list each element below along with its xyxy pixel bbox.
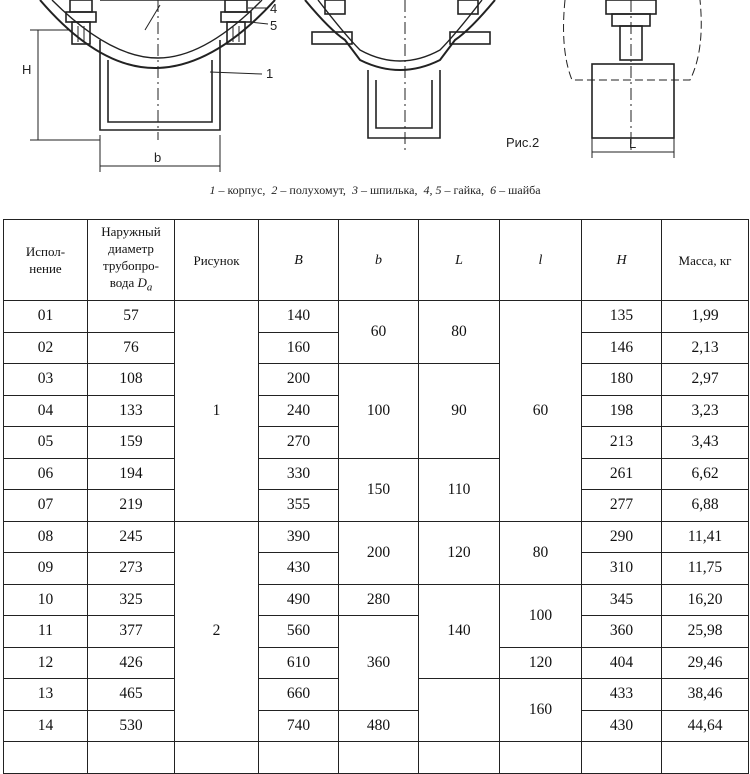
cell-B: 355 <box>259 490 339 522</box>
table-row <box>4 301 749 333</box>
figure-caption: Рис.2 <box>506 135 540 150</box>
cell-diameter: 273 <box>88 553 175 585</box>
cell-L: 140 <box>419 584 500 679</box>
header-diameter: Наружный диаметр трубопро- вода $D_a$ <box>88 220 175 301</box>
cell-diameter: 133 <box>88 395 175 427</box>
cell-diameter: 194 <box>88 458 175 490</box>
cell-H: 277 <box>582 490 662 522</box>
cell-L <box>419 679 500 742</box>
cell-version: 11 <box>4 616 88 648</box>
legend-num: 3 <box>351 183 358 197</box>
cell-H: 360 <box>582 616 662 648</box>
cell-B: 610 <box>259 647 339 679</box>
figure-2-front-drawing <box>305 0 495 150</box>
cell-b: 60 <box>339 301 419 364</box>
cell-B: 140 <box>259 301 339 333</box>
cell-B: 660 <box>259 679 339 711</box>
table-row-partial <box>4 742 749 774</box>
cell-L: 120 <box>419 521 500 584</box>
cell-diameter: 245 <box>88 521 175 553</box>
cell-figure: 2 <box>175 521 259 742</box>
legend-text: – корпус, <box>218 183 266 197</box>
cell-l: 80 <box>500 521 582 584</box>
cell-H: 404 <box>582 647 662 679</box>
cell-version: 14 <box>4 710 88 742</box>
legend-num: 1 <box>209 183 216 197</box>
cell-mass: 16,20 <box>662 584 749 616</box>
cell-mass: 6,62 <box>662 458 749 490</box>
figure-2-side-drawing <box>564 0 702 158</box>
dimensions-table <box>3 219 749 774</box>
callout-5: 5 <box>270 18 278 33</box>
cell-H: 213 <box>582 427 662 459</box>
legend-num: 2 <box>271 183 278 197</box>
parts-legend <box>0 183 750 198</box>
cell-mass: 11,41 <box>662 521 749 553</box>
cell-diameter: 76 <box>88 332 175 364</box>
cell-mass: 11,75 <box>662 553 749 585</box>
cell-L: 80 <box>419 301 500 364</box>
table-row <box>4 710 749 742</box>
table-row <box>4 521 749 553</box>
header-b: b <box>339 220 419 301</box>
cell-B: 390 <box>259 521 339 553</box>
cell-version: 09 <box>4 553 88 585</box>
cell-version: 03 <box>4 364 88 396</box>
legend-text: – шпилька, <box>360 183 418 197</box>
header-version: Испол- нение <box>4 220 88 301</box>
table-row <box>4 458 749 490</box>
cell-H: 261 <box>582 458 662 490</box>
cell-b: 360 <box>339 616 419 711</box>
cell-figure: 1 <box>175 301 259 522</box>
cell-H: 198 <box>582 395 662 427</box>
cell-H: 180 <box>582 364 662 396</box>
cell-H: 135 <box>582 301 662 333</box>
cell-version: 12 <box>4 647 88 679</box>
cell-H: 430 <box>582 710 662 742</box>
cell-L: 110 <box>419 458 500 521</box>
cell-mass: 3,43 <box>662 427 749 459</box>
cell-version: 01 <box>4 301 88 333</box>
cell-H: 310 <box>582 553 662 585</box>
cell-l: 160 <box>500 679 582 742</box>
cell-B: 330 <box>259 458 339 490</box>
cell-l: 60 <box>500 301 582 522</box>
cell-B: 200 <box>259 364 339 396</box>
cell-diameter: 57 <box>88 301 175 333</box>
cell-diameter: 219 <box>88 490 175 522</box>
cell-mass: 2,97 <box>662 364 749 396</box>
legend-text: – гайка, <box>444 183 485 197</box>
cell-H: 290 <box>582 521 662 553</box>
technical-drawings <box>0 0 750 200</box>
cell-H: 146 <box>582 332 662 364</box>
cell-B: 490 <box>259 584 339 616</box>
callout-1: 1 <box>266 66 274 81</box>
dimension-l-label: L <box>629 136 637 151</box>
cell-diameter: 465 <box>88 679 175 711</box>
legend-text: – шайба <box>499 183 541 197</box>
header-row <box>4 220 749 301</box>
header-H: H <box>582 220 662 301</box>
cell-diameter: 426 <box>88 647 175 679</box>
cell-mass: 44,64 <box>662 710 749 742</box>
cell-H: 433 <box>582 679 662 711</box>
legend-text: – полухомут, <box>280 183 346 197</box>
cell-version: 08 <box>4 521 88 553</box>
cell-l: 100 <box>500 584 582 647</box>
cell-mass: 29,46 <box>662 647 749 679</box>
cell-version: 05 <box>4 427 88 459</box>
cell-diameter: 159 <box>88 427 175 459</box>
cell-B: 270 <box>259 427 339 459</box>
cell-version: 06 <box>4 458 88 490</box>
cell-version: 13 <box>4 679 88 711</box>
cell-L: 90 <box>419 364 500 459</box>
cell-b: 150 <box>339 458 419 521</box>
legend-num: 6 <box>490 183 497 197</box>
cell-mass: 38,46 <box>662 679 749 711</box>
dimension-h-label: H <box>22 62 32 77</box>
cell-b: 200 <box>339 521 419 584</box>
dimension-b-label: b <box>154 150 162 165</box>
cell-B: 160 <box>259 332 339 364</box>
header-B: B <box>259 220 339 301</box>
cell-version: 02 <box>4 332 88 364</box>
header-mass: Масса, кг <box>662 220 749 301</box>
cell-mass: 2,13 <box>662 332 749 364</box>
cell-mass: 1,99 <box>662 301 749 333</box>
header-l: l <box>500 220 582 301</box>
cell-H: 345 <box>582 584 662 616</box>
cell-b: 280 <box>339 584 419 616</box>
figure-1-drawing <box>30 0 278 172</box>
cell-B: 430 <box>259 553 339 585</box>
cell-b: 100 <box>339 364 419 459</box>
legend-num: 4, 5 <box>423 183 442 197</box>
cell-B: 740 <box>259 710 339 742</box>
cell-diameter: 325 <box>88 584 175 616</box>
cell-diameter: 108 <box>88 364 175 396</box>
cell-l: 120 <box>500 647 582 679</box>
header-L: L <box>419 220 500 301</box>
cell-diameter: 377 <box>88 616 175 648</box>
cell-mass: 3,23 <box>662 395 749 427</box>
header-figure: Рисунок <box>175 220 259 301</box>
cell-B: 560 <box>259 616 339 648</box>
cell-version: 04 <box>4 395 88 427</box>
table-row <box>4 364 749 396</box>
table-row <box>4 616 749 648</box>
cell-version: 07 <box>4 490 88 522</box>
cell-B: 240 <box>259 395 339 427</box>
cell-version: 10 <box>4 584 88 616</box>
callout-4: 4 <box>270 1 278 16</box>
cell-mass: 25,98 <box>662 616 749 648</box>
cell-diameter: 530 <box>88 710 175 742</box>
cell-b: 480 <box>339 710 419 742</box>
cell-mass: 6,88 <box>662 490 749 522</box>
table-row <box>4 584 749 616</box>
